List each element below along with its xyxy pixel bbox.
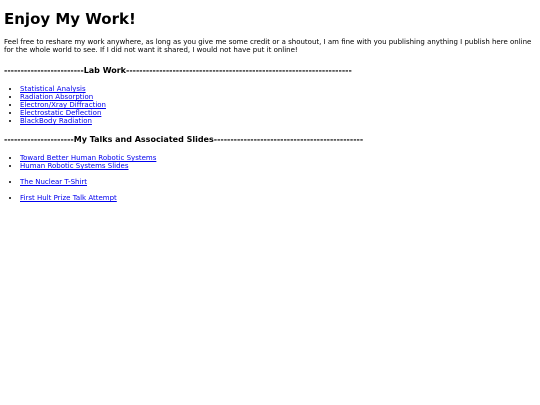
talks-list-robotics: [4, 154, 536, 170]
link-statistical-analysis[interactable]: Statistical Analysis: [20, 85, 86, 93]
list-item: [20, 162, 536, 170]
link-toward-better-human-robotic-systems[interactable]: Toward Better Human Robotic Systems: [20, 154, 157, 162]
link-electron-xray-diffraction[interactable]: Electron/Xray Diffraction: [20, 101, 106, 109]
link-electrostatic-deflection[interactable]: Electrostatic Deflection: [20, 109, 102, 117]
page-title: Enjoy My Work!: [4, 10, 136, 28]
lab-work-list: [4, 85, 536, 125]
list-item: [20, 101, 536, 109]
page-content: [0, 0, 540, 202]
list-item: [20, 194, 536, 202]
list-item: [20, 117, 536, 125]
intro-paragraph: Feel free to reshare my work anywhere, as long as you give me some credit or a shoutout, I am fine with you publishing anything I publish here online for the whole world to see. If I did not want it shared, I would not have put it online!: [4, 38, 532, 54]
talks-list-hult: [4, 194, 536, 202]
list-item: [20, 178, 536, 186]
talks-heading: ---------------------My Talks and Associated Slides---------------------------------------------: [4, 135, 364, 144]
link-radiation-absorption[interactable]: Radiation Absorption: [20, 93, 94, 101]
link-human-robotic-systems-slides[interactable]: Human Robotic Systems Slides: [20, 162, 129, 170]
link-blackbody-radiation[interactable]: BlackBody Radiation: [20, 117, 92, 125]
link-first-hult-prize-talk[interactable]: First Hult Prize Talk Attempt: [20, 194, 117, 202]
list-item: [20, 93, 536, 101]
lab-work-heading: ------------------------Lab Work--------------------------------------------------------------------: [4, 66, 352, 75]
list-item: [20, 85, 536, 93]
talks-list-nuclear: [4, 178, 536, 186]
link-nuclear-t-shirt[interactable]: The Nuclear T-Shirt: [20, 178, 88, 186]
list-item: [20, 154, 536, 162]
list-item: [20, 109, 536, 117]
